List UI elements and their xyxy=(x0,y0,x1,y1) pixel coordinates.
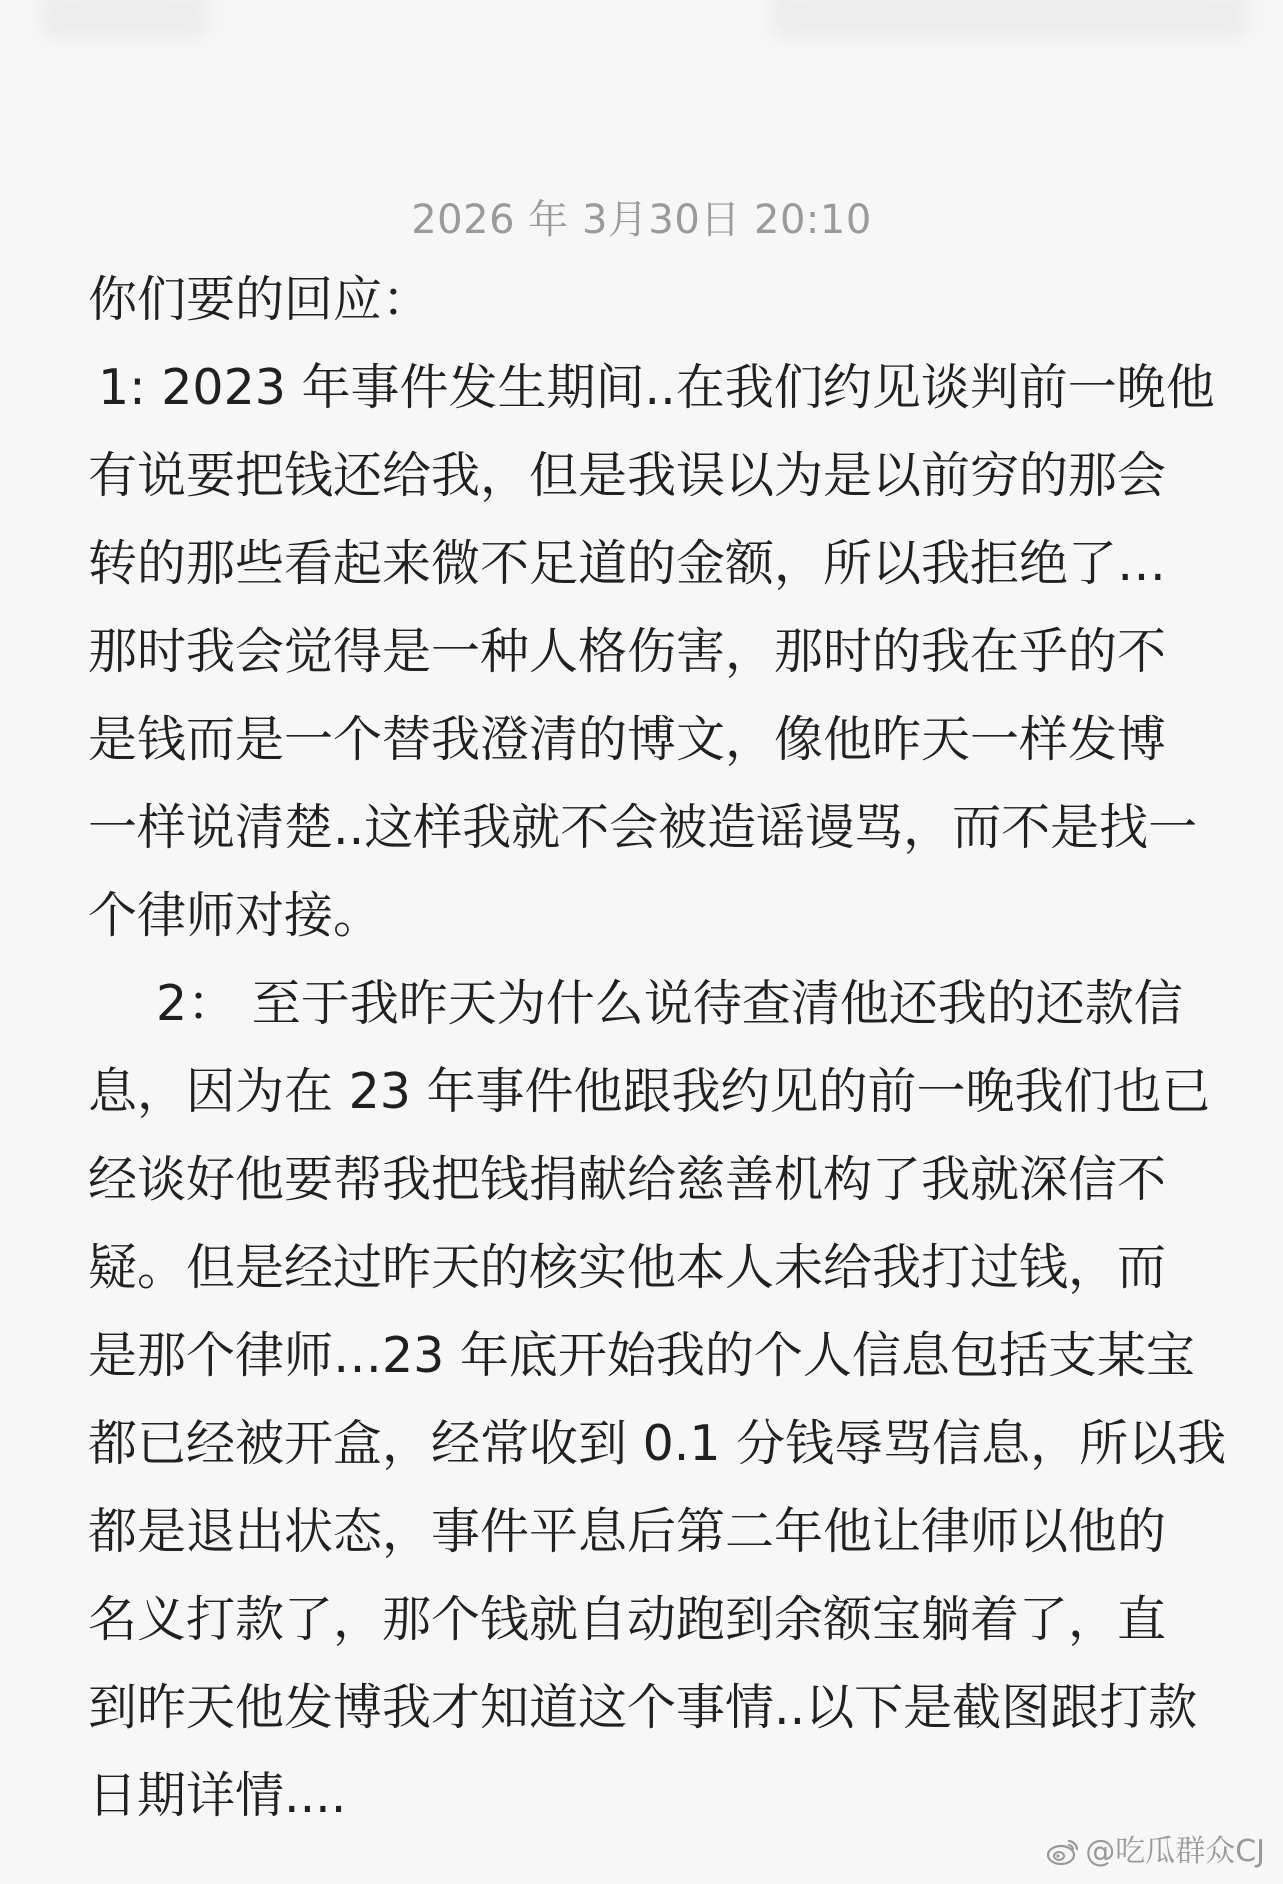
body-line: 2： 至于我昨天为什么说待查清他还我的还款信 xyxy=(156,975,1183,1032)
body-line: 有说要把钱还给我，但是我误以为是以前穷的那会 xyxy=(88,447,1167,504)
note-body[interactable] xyxy=(88,256,1227,1840)
body-line: 转的那些看起来微不足道的金额，所以我拒绝了… xyxy=(88,535,1167,592)
body-line: 那时我会觉得是一种人格伤害，那时的我在乎的不 xyxy=(88,623,1167,680)
body-line: 疑。但是经过昨天的核实他本人未给我打过钱，而 xyxy=(88,1239,1167,1296)
body-line: 个律师对接。 xyxy=(88,887,383,944)
body-line: 都已经被开盒，经常收到 0.1 分钱辱骂信息，所以我 xyxy=(88,1415,1227,1472)
body-line: 一样说清楚..这样我就不会被造谣谩骂，而不是找一 xyxy=(88,799,1198,856)
body-line: 息，因为在 23 年事件他跟我约见的前一晚我们也已 xyxy=(88,1063,1211,1120)
body-line: 1: 2023 年事件发生期间..在我们约见谈判前一晚他 xyxy=(98,359,1215,416)
body-line: 名义打款了，那个钱就自动跑到余额宝躺着了，直 xyxy=(88,1591,1167,1648)
body-line: 是那个律师…23 年底开始我的个人信息包括支某宝 xyxy=(88,1327,1195,1384)
body-line: 是钱而是一个替我澄清的博文，像他昨天一样发博 xyxy=(88,711,1167,768)
body-line: 到昨天他发博我才知道这个事情..以下是截图跟打款 xyxy=(88,1679,1198,1736)
watermark-text: @吃瓜群众CJ xyxy=(1085,1834,1265,1869)
blurred-region-left xyxy=(40,0,210,40)
body-line: 经谈好他要帮我把钱捐献给慈善机构了我就深信不 xyxy=(88,1151,1167,1208)
body-line: 日期详情.... xyxy=(88,1767,347,1824)
blurred-top-bar xyxy=(0,0,1283,54)
body-line: 你们要的回应： xyxy=(88,271,432,328)
weibo-icon xyxy=(1045,1834,1081,1870)
watermark xyxy=(1045,1834,1265,1870)
note-timestamp: 2026 年 3月30日 20:10 xyxy=(411,197,872,243)
body-line: 都是退出状态，事件平息后第二年他让律师以他的 xyxy=(88,1503,1167,1560)
blurred-region-right xyxy=(770,0,1250,40)
